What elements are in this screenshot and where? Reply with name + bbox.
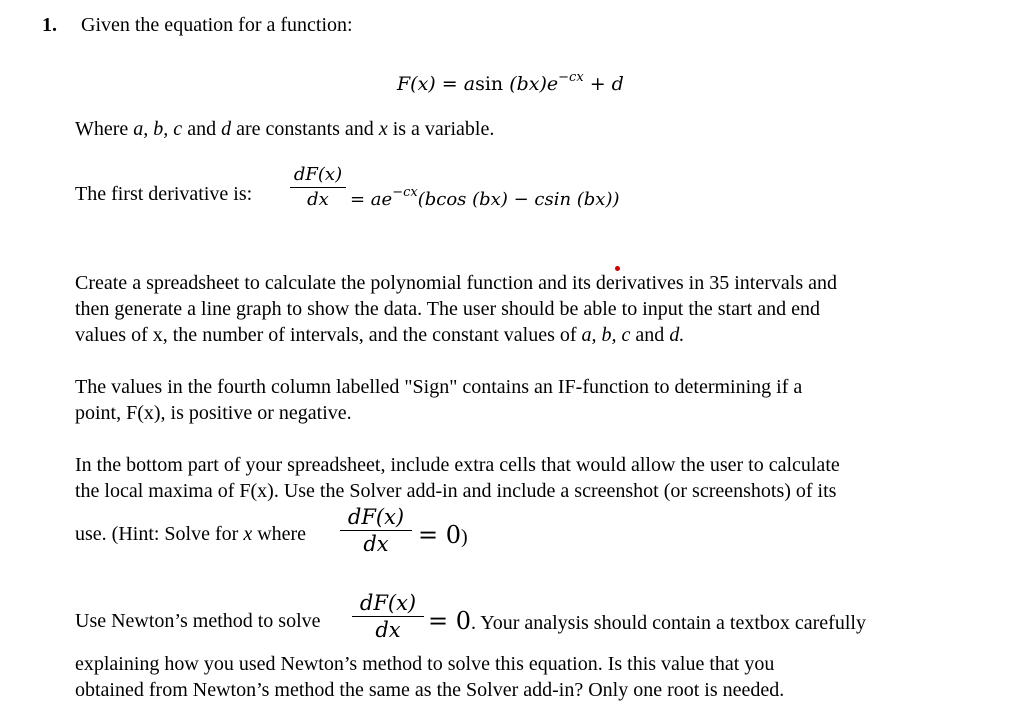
where-vars: a, b, c [133,118,183,140]
newton-equals [428,606,866,640]
derivative-denominator: dx [307,189,329,210]
hint-fraction [340,504,412,557]
hint-close: ) [461,526,468,548]
para4-line3: obtained from Newton’s method the same as the Solver add-in? Only one root is needed. [75,679,785,701]
para1-vars: a, b, c [581,324,631,346]
para3-line3 [75,521,306,547]
para4-line1a: Use Newton’s method to solve [75,610,321,632]
para3-line2: the local maxima of F(x). Use the Solver add-in and include a screenshot (or screenshots) of its [75,480,837,502]
newton-numerator: dF(x) [359,591,417,615]
derivative-rhs-exp: −cx [392,185,418,200]
where-text-2: and [182,118,222,140]
newton-fraction [352,590,424,643]
question-number: 1. [42,14,57,36]
where-x: x [378,118,388,140]
equation-sin: sin [475,73,504,95]
hint-numerator: dF(x) [347,505,405,529]
hint-equals [418,520,468,554]
para1-line2: then generate a line graph to show the data. The user should be able to input the start and end [75,298,820,320]
derivative-numerator: dF(x) [293,164,343,185]
newton-denominator: dx [375,618,401,642]
para3-line3a: use. (Hint: Solve for [75,523,244,545]
para2-line2: point, F(x), is positive or negative. [75,402,352,424]
equation-lhs: F(x) = a [397,73,476,95]
para1-d: d. [669,324,685,346]
hint-denominator: dx [363,532,389,556]
para1-line1: Create a spreadsheet to calculate the polynomial function and its derivatives in 35 intervals and [75,272,837,294]
para3-line3b: where [252,523,307,545]
derivative-label: The first derivative is: [75,183,253,205]
where-text-4: is a variable. [387,118,495,140]
hint-eq: = 0 [418,521,462,549]
where-d: d [221,118,232,140]
question-header [42,12,353,38]
where-text-1: Where [75,118,134,140]
red-dot-mark [615,266,620,271]
para3-x: x [243,523,253,545]
equation-exponent: −cx [558,70,584,85]
equation-arg: (bx)e [509,73,559,95]
para1-line3b: and [630,324,670,346]
para3-line1: In the bottom part of your spreadsheet, include extra cells that would allow the user to calculate [75,454,840,476]
para4-line1b: . Your analysis should contain a textbox carefully [471,612,866,634]
para4-line2: explaining how you used Newton’s method to solve this equation. Is this value that you [75,653,775,675]
para1-line3 [75,322,684,348]
question-intro: Given the equation for a function: [81,14,353,36]
equation-tail: + d [589,73,624,95]
derivative-rhs-a: = ae [350,189,393,210]
constants-description [75,116,494,142]
derivative-fraction [290,163,346,212]
derivative-rhs-b: (bcos (bx) − csin (bx)) [417,189,620,210]
para1-line3a: values of x, the number of intervals, and the constant values of [75,324,582,346]
where-text-3: are constants and [231,118,379,140]
derivative-rhs [350,180,620,213]
function-equation [397,65,624,97]
para2-line1: The values in the fourth column labelled "Sign" contains an IF-function to determining if a [75,376,803,398]
newton-eq: = 0 [428,607,472,635]
